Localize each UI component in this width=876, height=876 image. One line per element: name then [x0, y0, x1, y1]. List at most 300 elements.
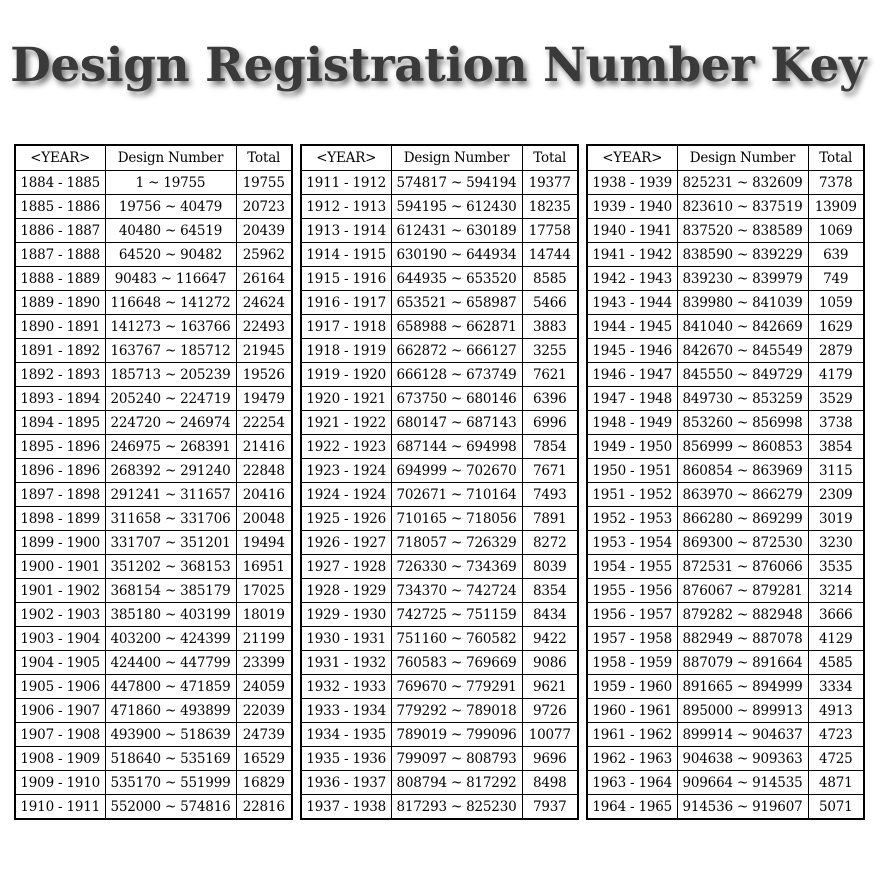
year-cell: 1930 - 1931 — [301, 627, 391, 651]
table-row — [15, 435, 292, 459]
design-number-cell: 817293 ~ 825230 — [391, 795, 522, 820]
year-cell: 1936 - 1937 — [301, 771, 391, 795]
table-row — [15, 411, 292, 435]
table-row — [587, 339, 864, 363]
total-cell: 1069 — [808, 219, 864, 243]
total-cell: 7937 — [522, 795, 578, 820]
year-cell: 1893 - 1894 — [15, 387, 105, 411]
table-row — [15, 675, 292, 699]
table-row — [301, 747, 578, 771]
year-cell: 1917 - 1918 — [301, 315, 391, 339]
year-cell: 1956 - 1957 — [587, 603, 677, 627]
year-cell: 1951 - 1952 — [587, 483, 677, 507]
total-cell: 22254 — [236, 411, 292, 435]
total-cell: 4585 — [808, 651, 864, 675]
total-cell: 21199 — [236, 627, 292, 651]
total-cell: 1629 — [808, 315, 864, 339]
table-row — [587, 363, 864, 387]
year-cell: 1928 - 1929 — [301, 579, 391, 603]
total-cell: 3883 — [522, 315, 578, 339]
design-number-cell: 552000 ~ 574816 — [105, 795, 236, 820]
design-number-cell: 64520 ~ 90482 — [105, 243, 236, 267]
design-number-cell: 702671 ~ 710164 — [391, 483, 522, 507]
header-total: Total — [236, 145, 292, 171]
total-cell: 20439 — [236, 219, 292, 243]
year-cell: 1904 - 1905 — [15, 651, 105, 675]
table-row — [301, 243, 578, 267]
total-cell: 3738 — [808, 411, 864, 435]
total-cell: 24624 — [236, 291, 292, 315]
design-number-cell: 40480 ~ 64519 — [105, 219, 236, 243]
design-number-cell: 837520 ~ 838589 — [677, 219, 808, 243]
table-row — [15, 627, 292, 651]
registration-table-2 — [300, 144, 579, 820]
design-number-cell: 673750 ~ 680146 — [391, 387, 522, 411]
table-row — [587, 507, 864, 531]
table-row — [587, 483, 864, 507]
design-number-cell: 869300 ~ 872530 — [677, 531, 808, 555]
design-number-cell: 734370 ~ 742724 — [391, 579, 522, 603]
design-number-cell: 594195 ~ 612430 — [391, 195, 522, 219]
design-number-cell: 879282 ~ 882948 — [677, 603, 808, 627]
header-year: <YEAR> — [587, 145, 677, 171]
table-row — [301, 339, 578, 363]
table-row — [301, 435, 578, 459]
design-number-cell: 789019 ~ 799096 — [391, 723, 522, 747]
total-cell: 4179 — [808, 363, 864, 387]
total-cell: 22493 — [236, 315, 292, 339]
table-row — [301, 651, 578, 675]
year-cell: 1962 - 1963 — [587, 747, 677, 771]
total-cell: 19526 — [236, 363, 292, 387]
year-cell: 1960 - 1961 — [587, 699, 677, 723]
design-number-cell: 574817 ~ 594194 — [391, 171, 522, 195]
year-cell: 1961 - 1962 — [587, 723, 677, 747]
year-cell: 1952 - 1953 — [587, 507, 677, 531]
table-row — [15, 483, 292, 507]
year-cell: 1963 - 1964 — [587, 771, 677, 795]
year-cell: 1920 - 1921 — [301, 387, 391, 411]
total-cell: 9726 — [522, 699, 578, 723]
year-cell: 1915 - 1916 — [301, 267, 391, 291]
design-number-cell: 799097 ~ 808793 — [391, 747, 522, 771]
total-cell: 5071 — [808, 795, 864, 820]
year-cell: 1894 - 1895 — [15, 411, 105, 435]
design-number-cell: 687144 ~ 694998 — [391, 435, 522, 459]
total-cell: 3666 — [808, 603, 864, 627]
total-cell: 7493 — [522, 483, 578, 507]
design-number-cell: 872531 ~ 876066 — [677, 555, 808, 579]
year-cell: 1953 - 1954 — [587, 531, 677, 555]
header-total: Total — [808, 145, 864, 171]
year-cell: 1905 - 1906 — [15, 675, 105, 699]
year-cell: 1918 - 1919 — [301, 339, 391, 363]
design-number-cell: 268392 ~ 291240 — [105, 459, 236, 483]
header-total: Total — [522, 145, 578, 171]
table-row — [301, 291, 578, 315]
registration-table-1 — [14, 144, 293, 820]
design-number-cell: 653521 ~ 658987 — [391, 291, 522, 315]
total-cell: 18019 — [236, 603, 292, 627]
total-cell: 9086 — [522, 651, 578, 675]
year-cell: 1889 - 1890 — [15, 291, 105, 315]
design-number-cell: 779292 ~ 789018 — [391, 699, 522, 723]
year-cell: 1925 - 1926 — [301, 507, 391, 531]
design-number-cell: 368154 ~ 385179 — [105, 579, 236, 603]
total-cell: 21416 — [236, 435, 292, 459]
header-row — [301, 145, 578, 171]
table-row — [301, 531, 578, 555]
total-cell: 10077 — [522, 723, 578, 747]
total-cell: 4725 — [808, 747, 864, 771]
total-cell: 13909 — [808, 195, 864, 219]
table-row — [15, 747, 292, 771]
year-cell: 1954 - 1955 — [587, 555, 677, 579]
year-cell: 1912 - 1913 — [301, 195, 391, 219]
design-number-cell: 163767 ~ 185712 — [105, 339, 236, 363]
total-cell: 8354 — [522, 579, 578, 603]
total-cell: 8585 — [522, 267, 578, 291]
table-row — [301, 315, 578, 339]
total-cell: 9621 — [522, 675, 578, 699]
header-design-number: Design Number — [391, 145, 522, 171]
total-cell: 20048 — [236, 507, 292, 531]
year-cell: 1957 - 1958 — [587, 627, 677, 651]
total-cell: 3334 — [808, 675, 864, 699]
total-cell: 3535 — [808, 555, 864, 579]
total-cell: 5466 — [522, 291, 578, 315]
header-year: <YEAR> — [15, 145, 105, 171]
table-row — [301, 267, 578, 291]
total-cell: 7891 — [522, 507, 578, 531]
table-row — [587, 651, 864, 675]
design-number-cell: 839980 ~ 841039 — [677, 291, 808, 315]
total-cell: 20723 — [236, 195, 292, 219]
year-cell: 1938 - 1939 — [587, 171, 677, 195]
total-cell: 2309 — [808, 483, 864, 507]
year-cell: 1899 - 1900 — [15, 531, 105, 555]
year-cell: 1885 - 1886 — [15, 195, 105, 219]
table-row — [15, 195, 292, 219]
year-cell: 1923 - 1924 — [301, 459, 391, 483]
year-cell: 1935 - 1936 — [301, 747, 391, 771]
year-cell: 1958 - 1959 — [587, 651, 677, 675]
year-cell: 1919 - 1920 — [301, 363, 391, 387]
table-row — [15, 267, 292, 291]
total-cell: 639 — [808, 243, 864, 267]
header-year: <YEAR> — [301, 145, 391, 171]
total-cell: 14744 — [522, 243, 578, 267]
design-number-cell: 141273 ~ 163766 — [105, 315, 236, 339]
table-row — [587, 675, 864, 699]
total-cell: 9422 — [522, 627, 578, 651]
table-row — [15, 603, 292, 627]
table-row — [301, 579, 578, 603]
year-cell: 1948 - 1949 — [587, 411, 677, 435]
total-cell: 20416 — [236, 483, 292, 507]
total-cell: 22039 — [236, 699, 292, 723]
year-cell: 1891 - 1892 — [15, 339, 105, 363]
total-cell: 25962 — [236, 243, 292, 267]
year-cell: 1942 - 1943 — [587, 267, 677, 291]
total-cell: 24059 — [236, 675, 292, 699]
design-number-cell: 694999 ~ 702670 — [391, 459, 522, 483]
design-number-cell: 535170 ~ 551999 — [105, 771, 236, 795]
table-row — [587, 699, 864, 723]
table-row — [301, 195, 578, 219]
design-number-cell: 385180 ~ 403199 — [105, 603, 236, 627]
table-row — [587, 747, 864, 771]
table-row — [587, 243, 864, 267]
table-row — [15, 339, 292, 363]
total-cell: 9696 — [522, 747, 578, 771]
table-row — [301, 219, 578, 243]
table-row — [587, 771, 864, 795]
total-cell: 19377 — [522, 171, 578, 195]
design-number-cell: 742725 ~ 751159 — [391, 603, 522, 627]
design-number-cell: 726330 ~ 734369 — [391, 555, 522, 579]
total-cell: 4913 — [808, 699, 864, 723]
table-row — [587, 195, 864, 219]
total-cell: 18235 — [522, 195, 578, 219]
design-number-cell: 471860 ~ 493899 — [105, 699, 236, 723]
table-row — [15, 531, 292, 555]
total-cell: 8434 — [522, 603, 578, 627]
year-cell: 1903 - 1904 — [15, 627, 105, 651]
year-cell: 1884 - 1885 — [15, 171, 105, 195]
design-number-cell: 914536 ~ 919607 — [677, 795, 808, 820]
total-cell: 3115 — [808, 459, 864, 483]
year-cell: 1921 - 1922 — [301, 411, 391, 435]
design-number-cell: 612431 ~ 630189 — [391, 219, 522, 243]
design-number-cell: 662872 ~ 666127 — [391, 339, 522, 363]
year-cell: 1892 - 1893 — [15, 363, 105, 387]
total-cell: 3230 — [808, 531, 864, 555]
design-number-cell: 493900 ~ 518639 — [105, 723, 236, 747]
year-cell: 1914 - 1915 — [301, 243, 391, 267]
year-cell: 1913 - 1914 — [301, 219, 391, 243]
table-row — [15, 579, 292, 603]
table-row — [587, 171, 864, 195]
year-cell: 1906 - 1907 — [15, 699, 105, 723]
year-cell: 1947 - 1948 — [587, 387, 677, 411]
year-cell: 1909 - 1910 — [15, 771, 105, 795]
registration-table-3 — [586, 144, 865, 820]
table-row — [301, 699, 578, 723]
design-number-cell: 841040 ~ 842669 — [677, 315, 808, 339]
total-cell: 749 — [808, 267, 864, 291]
design-number-cell: 518640 ~ 535169 — [105, 747, 236, 771]
page-title: Design Registration Number Key — [10, 38, 866, 93]
year-cell: 1927 - 1928 — [301, 555, 391, 579]
total-cell: 7621 — [522, 363, 578, 387]
table-row — [587, 579, 864, 603]
design-number-cell: 882949 ~ 887078 — [677, 627, 808, 651]
table-row — [587, 795, 864, 820]
total-cell: 3019 — [808, 507, 864, 531]
table-row — [15, 219, 292, 243]
total-cell: 19755 — [236, 171, 292, 195]
year-cell: 1911 - 1912 — [301, 171, 391, 195]
design-number-cell: 680147 ~ 687143 — [391, 411, 522, 435]
design-number-cell: 895000 ~ 899913 — [677, 699, 808, 723]
year-cell: 1902 - 1903 — [15, 603, 105, 627]
total-cell: 6996 — [522, 411, 578, 435]
design-number-cell: 845550 ~ 849729 — [677, 363, 808, 387]
design-number-cell: 710165 ~ 718056 — [391, 507, 522, 531]
total-cell: 7671 — [522, 459, 578, 483]
table-row — [301, 723, 578, 747]
design-number-cell: 311658 ~ 331706 — [105, 507, 236, 531]
total-cell: 7378 — [808, 171, 864, 195]
design-number-cell: 116648 ~ 141272 — [105, 291, 236, 315]
design-number-cell: 658988 ~ 662871 — [391, 315, 522, 339]
table-row — [15, 291, 292, 315]
design-number-cell: 403200 ~ 424399 — [105, 627, 236, 651]
header-design-number: Design Number — [677, 145, 808, 171]
total-cell: 4129 — [808, 627, 864, 651]
header-row — [15, 145, 292, 171]
table-row — [587, 411, 864, 435]
total-cell: 6396 — [522, 387, 578, 411]
header-design-number: Design Number — [105, 145, 236, 171]
total-cell: 3255 — [522, 339, 578, 363]
table-row — [15, 555, 292, 579]
year-cell: 1945 - 1946 — [587, 339, 677, 363]
total-cell: 17758 — [522, 219, 578, 243]
total-cell: 22816 — [236, 795, 292, 820]
total-cell: 8498 — [522, 771, 578, 795]
total-cell: 19494 — [236, 531, 292, 555]
year-cell: 1910 - 1911 — [15, 795, 105, 820]
year-cell: 1922 - 1923 — [301, 435, 391, 459]
table-row — [301, 627, 578, 651]
design-number-cell: 751160 ~ 760582 — [391, 627, 522, 651]
year-cell: 1950 - 1951 — [587, 459, 677, 483]
year-cell: 1887 - 1888 — [15, 243, 105, 267]
total-cell: 4723 — [808, 723, 864, 747]
year-cell: 1901 - 1902 — [15, 579, 105, 603]
table-row — [15, 315, 292, 339]
year-cell: 1888 - 1889 — [15, 267, 105, 291]
design-number-cell: 899914 ~ 904637 — [677, 723, 808, 747]
year-cell: 1886 - 1887 — [15, 219, 105, 243]
total-cell: 17025 — [236, 579, 292, 603]
year-cell: 1934 - 1935 — [301, 723, 391, 747]
year-cell: 1916 - 1917 — [301, 291, 391, 315]
year-cell: 1898 - 1899 — [15, 507, 105, 531]
table-row — [587, 435, 864, 459]
total-cell: 4871 — [808, 771, 864, 795]
design-number-cell: 185713 ~ 205239 — [105, 363, 236, 387]
design-number-cell: 842670 ~ 845549 — [677, 339, 808, 363]
design-number-cell: 839230 ~ 839979 — [677, 267, 808, 291]
design-number-cell: 331707 ~ 351201 — [105, 531, 236, 555]
table-row — [15, 171, 292, 195]
year-cell: 1940 - 1941 — [587, 219, 677, 243]
design-number-cell: 853260 ~ 856998 — [677, 411, 808, 435]
table-row — [301, 363, 578, 387]
design-number-cell: 205240 ~ 224719 — [105, 387, 236, 411]
table-row — [15, 243, 292, 267]
year-cell: 1946 - 1947 — [587, 363, 677, 387]
table-row — [301, 483, 578, 507]
table-row — [587, 627, 864, 651]
design-number-cell: 823610 ~ 837519 — [677, 195, 808, 219]
year-cell: 1931 - 1932 — [301, 651, 391, 675]
table-row — [587, 387, 864, 411]
table-row — [15, 771, 292, 795]
table-row — [301, 459, 578, 483]
table-row — [301, 603, 578, 627]
year-cell: 1929 - 1930 — [301, 603, 391, 627]
design-number-cell: 909664 ~ 914535 — [677, 771, 808, 795]
design-number-cell: 849730 ~ 853259 — [677, 387, 808, 411]
table-row — [301, 411, 578, 435]
design-number-cell: 866280 ~ 869299 — [677, 507, 808, 531]
design-number-cell: 291241 ~ 311657 — [105, 483, 236, 507]
table-row — [587, 219, 864, 243]
year-cell: 1964 - 1965 — [587, 795, 677, 820]
design-number-cell: 447800 ~ 471859 — [105, 675, 236, 699]
total-cell: 21945 — [236, 339, 292, 363]
design-number-cell: 1 ~ 19755 — [105, 171, 236, 195]
year-cell: 1896 - 1896 — [15, 459, 105, 483]
design-number-cell: 718057 ~ 726329 — [391, 531, 522, 555]
table-row — [587, 315, 864, 339]
design-number-cell: 856999 ~ 860853 — [677, 435, 808, 459]
year-cell: 1932 - 1933 — [301, 675, 391, 699]
table-row — [15, 387, 292, 411]
design-number-cell: 644935 ~ 653520 — [391, 267, 522, 291]
design-number-cell: 760583 ~ 769669 — [391, 651, 522, 675]
total-cell: 3854 — [808, 435, 864, 459]
design-number-cell: 19756 ~ 40479 — [105, 195, 236, 219]
table-row — [301, 675, 578, 699]
total-cell: 1059 — [808, 291, 864, 315]
year-cell: 1900 - 1901 — [15, 555, 105, 579]
table-row — [587, 555, 864, 579]
year-cell: 1959 - 1960 — [587, 675, 677, 699]
table-row — [15, 699, 292, 723]
design-number-cell: 666128 ~ 673749 — [391, 363, 522, 387]
table-row — [15, 795, 292, 820]
total-cell: 7854 — [522, 435, 578, 459]
table-row — [587, 723, 864, 747]
design-number-cell: 351202 ~ 368153 — [105, 555, 236, 579]
total-cell: 26164 — [236, 267, 292, 291]
table-row — [587, 531, 864, 555]
year-cell: 1937 - 1938 — [301, 795, 391, 820]
design-number-cell: 887079 ~ 891664 — [677, 651, 808, 675]
table-row — [587, 459, 864, 483]
year-cell: 1897 - 1898 — [15, 483, 105, 507]
table-row — [301, 507, 578, 531]
design-number-cell: 891665 ~ 894999 — [677, 675, 808, 699]
table-row — [301, 555, 578, 579]
design-number-cell: 860854 ~ 863969 — [677, 459, 808, 483]
total-cell: 22848 — [236, 459, 292, 483]
design-number-cell: 876067 ~ 879281 — [677, 579, 808, 603]
table-row — [15, 507, 292, 531]
year-cell: 1943 - 1944 — [587, 291, 677, 315]
table-row — [587, 603, 864, 627]
year-cell: 1944 - 1945 — [587, 315, 677, 339]
table-row — [15, 363, 292, 387]
design-number-cell: 838590 ~ 839229 — [677, 243, 808, 267]
year-cell: 1949 - 1950 — [587, 435, 677, 459]
total-cell: 3214 — [808, 579, 864, 603]
